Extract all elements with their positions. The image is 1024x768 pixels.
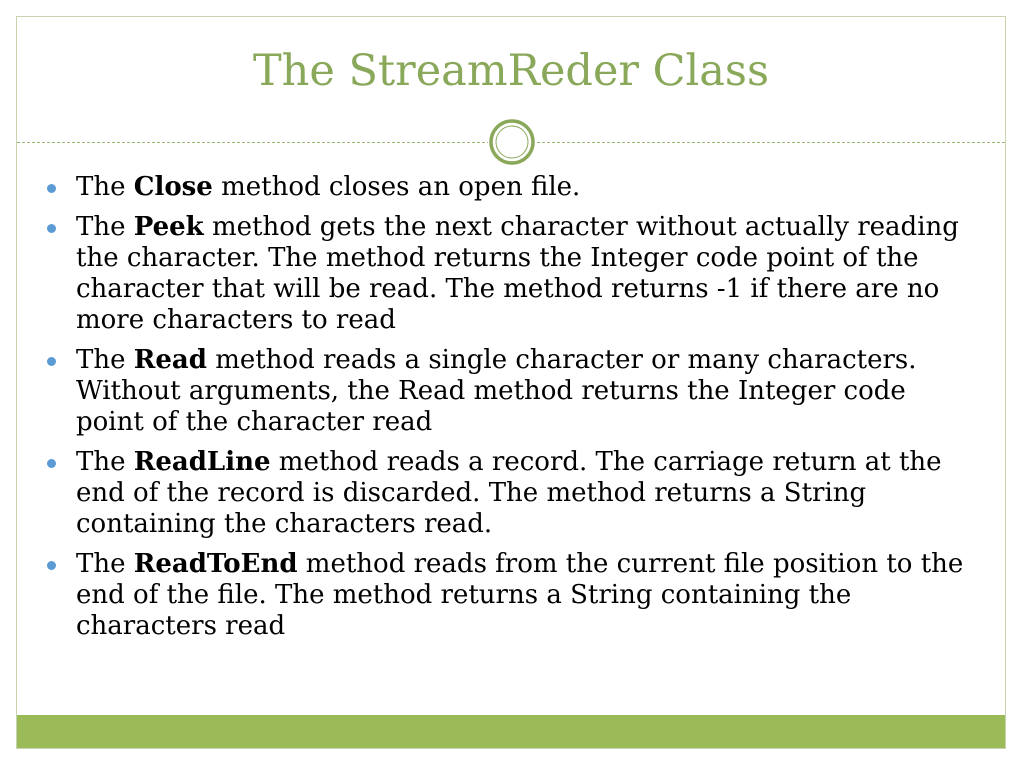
bullet-dot-icon: [47, 224, 56, 233]
bullet-text: method reads a record. The carriage return at the end of the record is discarded. The method returns a String containing the characters read.: [76, 447, 942, 539]
bullet-keyword: ReadToEnd: [133, 549, 298, 579]
bullet-prefix: The: [76, 447, 134, 477]
bullet-dot-icon: [47, 459, 56, 468]
bullet-item-close: [44, 172, 979, 203]
bullet-text: method closes an open file.: [212, 172, 581, 202]
bullet-list: [44, 172, 979, 651]
bullet-prefix: The: [76, 172, 134, 202]
bullet-keyword: ReadLine: [133, 447, 271, 477]
circle-ornament-icon: [487, 117, 537, 167]
bullet-prefix: The: [76, 212, 134, 242]
bullet-text: method reads from the current file position to the end of the file. The method returns a String containing the characters read: [76, 549, 964, 641]
bullet-keyword: Read: [133, 345, 207, 375]
bullet-item-readtoend: [44, 549, 979, 642]
bullet-item-read: [44, 345, 979, 438]
bullet-text: method gets the next character without actually reading the character. The method returns the Integer code point of the character that will be read. The method returns -1 if there are no more characters to read: [76, 212, 959, 335]
bullet-dot-icon: [47, 184, 56, 193]
bullet-text: method reads a single character or many characters. Without arguments, the Read method returns the Integer code point of the character read: [76, 345, 917, 437]
bullet-item-peek: [44, 212, 979, 336]
bullet-keyword: Peek: [133, 212, 204, 242]
bullet-keyword: Close: [133, 172, 213, 202]
bullet-item-readline: [44, 447, 979, 540]
footer-accent-bar: [17, 715, 1005, 748]
bullet-prefix: The: [76, 549, 134, 579]
bullet-dot-icon: [47, 561, 56, 570]
slide-title: The StreamReder Class: [252, 46, 770, 96]
bullet-dot-icon: [47, 357, 56, 366]
bullet-prefix: The: [76, 345, 134, 375]
